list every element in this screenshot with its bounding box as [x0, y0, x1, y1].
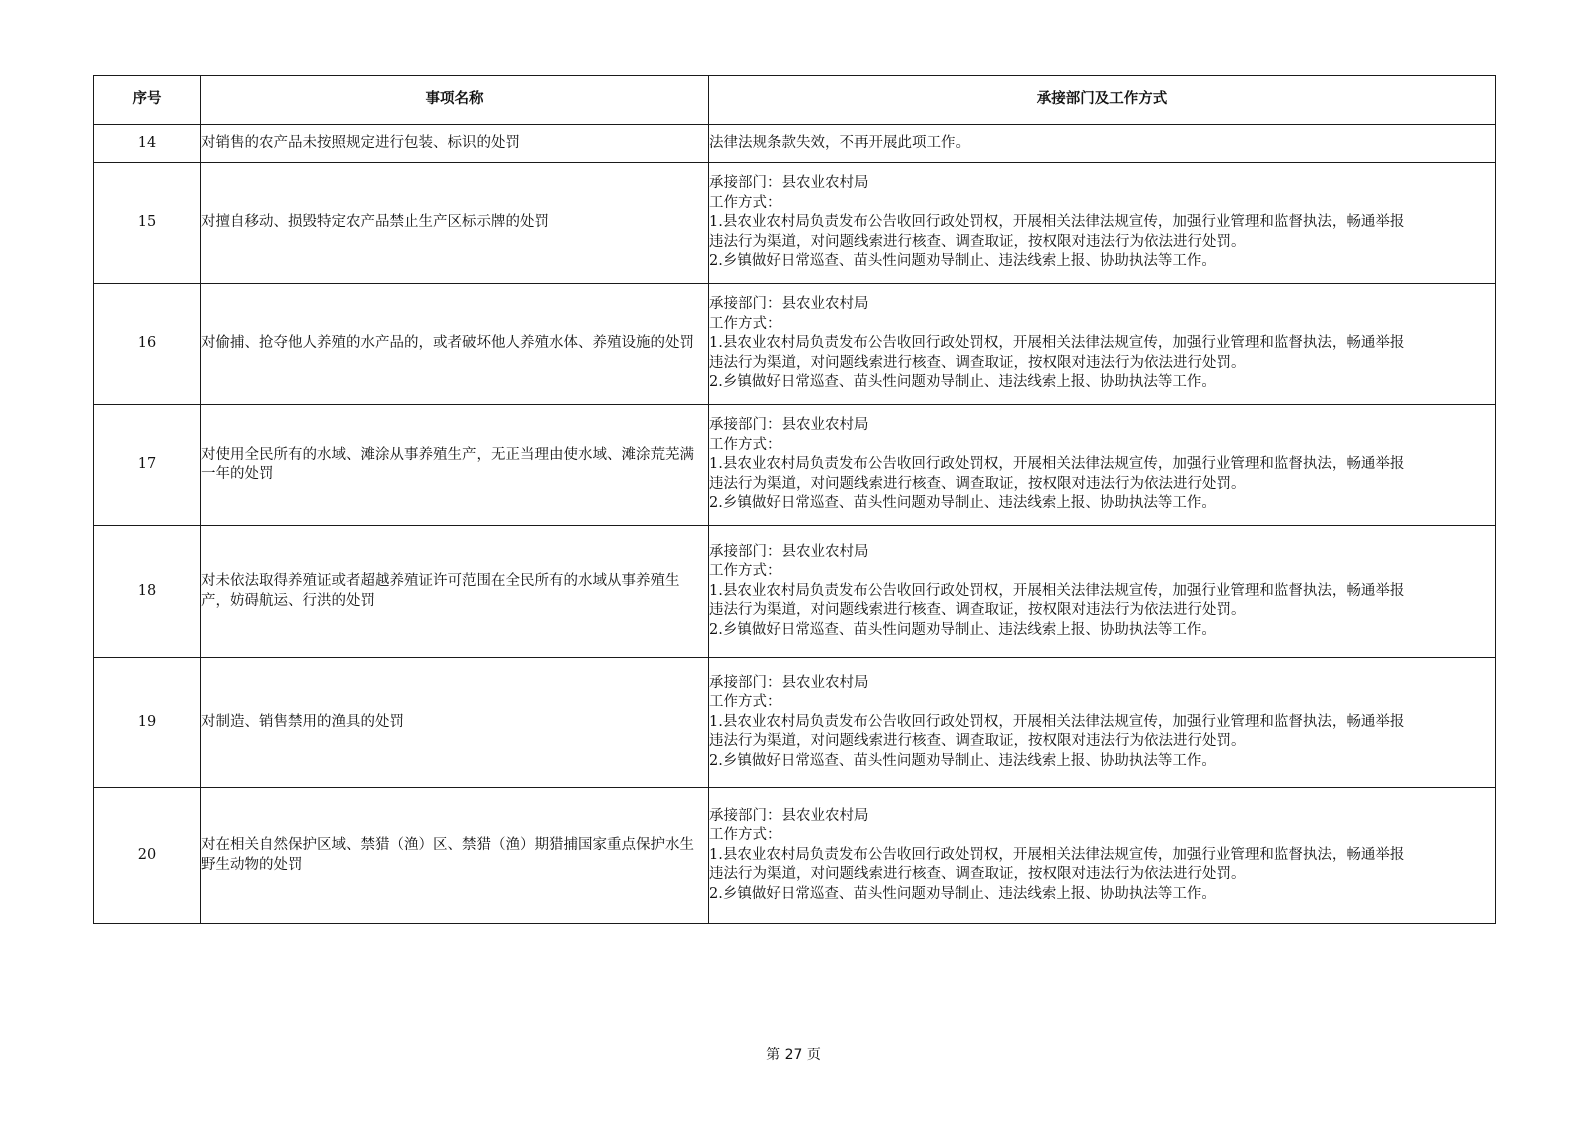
- table-body: [94, 125, 1496, 924]
- department-method-line: 1.县农业农村局负责发布公告收回行政处罚权，开展相关法律法规宣传，加强行业管理和监督执法，畅通举报: [709, 582, 1405, 599]
- department-method-line: 工作方式：: [709, 563, 782, 580]
- row-department-method: [709, 125, 1496, 163]
- row-department-method: [709, 788, 1496, 924]
- department-method-line: 违法行为渠道，对问题线索进行核查、调查取证，按权限对违法行为依法进行处罚。: [709, 866, 1246, 883]
- department-method-line: 1.县农业农村局负责发布公告收回行政处罚权，开展相关法律法规宣传，加强行业管理和监督执法，畅通举报: [709, 456, 1405, 473]
- item-name-text: 对偷捕、抢夺他人养殖的水产品的，或者破坏他人养殖水体、养殖设施的处罚: [201, 335, 694, 352]
- item-name-text: 对使用全民所有的水域、滩涂从事养殖生产，无正当理由使水域、滩涂荒芜满一年的处罚: [201, 446, 694, 482]
- table-row: [94, 405, 1496, 526]
- department-method-line: 2.乡镇做好日常巡查、苗头性问题劝导制止、违法线索上报、协助执法等工作。: [709, 253, 1216, 270]
- department-method-line: 违法行为渠道，对问题线索进行核查、调查取证，按权限对违法行为依法进行处罚。: [709, 354, 1246, 371]
- department-method-line: 1.县农业农村局负责发布公告收回行政处罚权，开展相关法律法规宣传，加强行业管理和监督执法，畅通举报: [709, 713, 1405, 730]
- department-method-line: 2.乡镇做好日常巡查、苗头性问题劝导制止、违法线索上报、协助执法等工作。: [709, 752, 1216, 769]
- row-item-name: [201, 284, 709, 405]
- department-method-line: 违法行为渠道，对问题线索进行核查、调查取证，按权限对违法行为依法进行处罚。: [709, 475, 1246, 492]
- table-header-row: [94, 76, 1496, 125]
- row-department-method: [709, 163, 1496, 284]
- header-department-method: 承接部门及工作方式: [709, 76, 1496, 125]
- row-serial-number: 15: [94, 163, 201, 284]
- department-method-line: 2.乡镇做好日常巡查、苗头性问题劝导制止、违法线索上报、协助执法等工作。: [709, 495, 1216, 512]
- department-method-line: 承接部门：县农业农村局: [709, 417, 869, 434]
- table-row: [94, 163, 1496, 284]
- item-name-text: 对销售的农产品未按照规定进行包装、标识的处罚: [201, 134, 520, 151]
- table-row: [94, 788, 1496, 924]
- department-method-line: 工作方式：: [709, 436, 782, 453]
- header-item-name: 事项名称: [201, 76, 709, 125]
- row-department-method: [709, 284, 1496, 405]
- row-serial-number: 19: [94, 658, 201, 788]
- row-serial-number: 16: [94, 284, 201, 405]
- table-row: [94, 125, 1496, 163]
- page-number: 第 27 页: [766, 1047, 821, 1063]
- department-method-line: 工作方式：: [709, 694, 782, 711]
- row-item-name: [201, 526, 709, 658]
- department-method-line: 违法行为渠道，对问题线索进行核查、调查取证，按权限对违法行为依法进行处罚。: [709, 233, 1246, 250]
- department-method-line: 承接部门：县农业农村局: [709, 296, 869, 313]
- items-table: [93, 75, 1496, 924]
- header-serial-number: 序号: [94, 76, 201, 125]
- department-method-line: 2.乡镇做好日常巡查、苗头性问题劝导制止、违法线索上报、协助执法等工作。: [709, 374, 1216, 391]
- department-method-line: 2.乡镇做好日常巡查、苗头性问题劝导制止、违法线索上报、协助执法等工作。: [709, 885, 1216, 902]
- department-method-line: 违法行为渠道，对问题线索进行核查、调查取证，按权限对违法行为依法进行处罚。: [709, 733, 1246, 750]
- department-method-line: 1.县农业农村局负责发布公告收回行政处罚权，开展相关法律法规宣传，加强行业管理和监督执法，畅通举报: [709, 846, 1405, 863]
- item-name-text: 对未依法取得养殖证或者超越养殖证许可范围在全民所有的水域从事养殖生产，妨碍航运、行洪的处罚: [201, 573, 680, 609]
- row-serial-number: 17: [94, 405, 201, 526]
- department-method-line: 1.县农业农村局负责发布公告收回行政处罚权，开展相关法律法规宣传，加强行业管理和监督执法，畅通举报: [709, 335, 1405, 352]
- row-department-method: [709, 658, 1496, 788]
- row-item-name: [201, 788, 709, 924]
- item-name-text: 对制造、销售禁用的渔具的处罚: [201, 713, 404, 730]
- row-department-method: [709, 526, 1496, 658]
- row-department-method: [709, 405, 1496, 526]
- department-method-line: 承接部门：县农业农村局: [709, 674, 869, 691]
- department-method-line: 工作方式：: [709, 827, 782, 844]
- item-name-text: 对擅自移动、损毁特定农产品禁止生产区标示牌的处罚: [201, 214, 549, 231]
- row-item-name: [201, 163, 709, 284]
- table-row: [94, 658, 1496, 788]
- row-serial-number: 14: [94, 125, 201, 163]
- item-name-text: 对在相关自然保护区域、禁猎（渔）区、禁猎（渔）期猎捕国家重点保护水生野生动物的处罚: [201, 837, 694, 873]
- row-serial-number: 18: [94, 526, 201, 658]
- department-method-line: 工作方式：: [709, 315, 782, 332]
- row-item-name: [201, 405, 709, 526]
- department-method-line: 承接部门：县农业农村局: [709, 543, 869, 560]
- department-method-line: 承接部门：县农业农村局: [709, 175, 869, 192]
- department-method-line: 工作方式：: [709, 194, 782, 211]
- department-method-line: 2.乡镇做好日常巡查、苗头性问题劝导制止、违法线索上报、协助执法等工作。: [709, 621, 1216, 638]
- department-method-line: 法律法规条款失效，不再开展此项工作。: [709, 134, 970, 151]
- table-row: [94, 284, 1496, 405]
- row-item-name: [201, 125, 709, 163]
- row-item-name: [201, 658, 709, 788]
- department-method-line: 违法行为渠道，对问题线索进行核查、调查取证，按权限对违法行为依法进行处罚。: [709, 602, 1246, 619]
- department-method-line: 1.县农业农村局负责发布公告收回行政处罚权，开展相关法律法规宣传，加强行业管理和监督执法，畅通举报: [709, 214, 1405, 231]
- department-method-line: 承接部门：县农业农村局: [709, 807, 869, 824]
- table-row: [94, 526, 1496, 658]
- row-serial-number: 20: [94, 788, 201, 924]
